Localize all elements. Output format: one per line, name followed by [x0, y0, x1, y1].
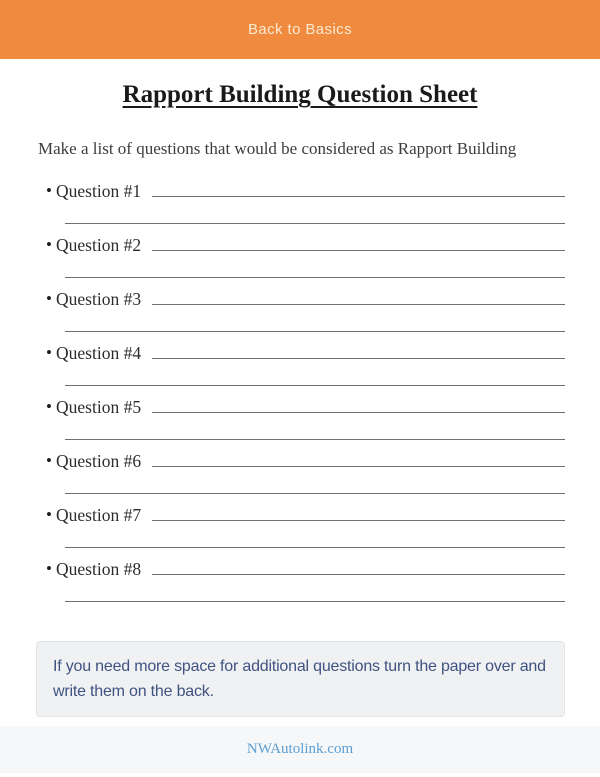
answer-blank-line [152, 412, 565, 413]
question-row [40, 559, 565, 579]
question-item [40, 343, 565, 386]
answer-blank-line [152, 250, 565, 251]
note-text-line: If you need more space for additional questions turn the paper over and [53, 657, 546, 675]
question-item [40, 181, 565, 224]
question-label: Question #1 [56, 181, 142, 201]
bullet-marker: • [46, 343, 52, 362]
bullet-marker: • [46, 505, 52, 524]
answer-blank-line [65, 547, 565, 548]
footer-link[interactable]: NWAutolink.com [246, 740, 354, 757]
page-title: Rapport Building Question Sheet [122, 81, 478, 108]
question-row [40, 181, 565, 201]
answer-blank-line [152, 358, 565, 359]
question-label: Question #7 [56, 505, 142, 525]
answer-blank-line [65, 493, 565, 494]
question-item [40, 505, 565, 548]
question-row [40, 505, 565, 525]
question-label: Question #6 [56, 451, 142, 471]
answer-blank-line [65, 331, 565, 332]
note-text-line: write them on the back. [53, 682, 214, 700]
answer-blank-line [65, 439, 565, 440]
question-item [40, 235, 565, 278]
question-list [0, 181, 600, 602]
bullet-marker: • [46, 397, 52, 416]
answer-blank-line [152, 304, 565, 305]
answer-blank-line [152, 574, 565, 575]
banner-title: Back to Basics [248, 21, 352, 38]
footer [0, 726, 600, 773]
worksheet [0, 81, 600, 717]
answer-blank-line [152, 466, 565, 467]
question-label: Question #2 [56, 235, 142, 255]
instruction-text: Make a list of questions that would be considered as Rapport Building [38, 139, 517, 158]
question-label: Question #8 [56, 559, 142, 579]
bullet-marker: • [46, 235, 52, 254]
answer-blank-line [152, 520, 565, 521]
question-item [40, 451, 565, 494]
bullet-marker: • [46, 181, 52, 200]
bullet-marker: • [46, 559, 52, 578]
answer-blank-line [65, 223, 565, 224]
question-label: Question #3 [56, 289, 142, 309]
question-label: Question #4 [56, 343, 142, 363]
question-item [40, 559, 565, 602]
answer-blank-line [152, 196, 565, 197]
top-banner [0, 0, 600, 59]
question-row [40, 235, 565, 255]
question-row [40, 451, 565, 471]
note-box [36, 641, 565, 717]
bullet-marker: • [46, 451, 52, 470]
question-row [40, 343, 565, 363]
question-row [40, 289, 565, 309]
answer-blank-line [65, 277, 565, 278]
answer-blank-line [65, 385, 565, 386]
answer-blank-line [65, 601, 565, 602]
question-row [40, 397, 565, 417]
bullet-marker: • [46, 289, 52, 308]
question-item [40, 397, 565, 440]
question-label: Question #5 [56, 397, 142, 417]
question-item [40, 289, 565, 332]
